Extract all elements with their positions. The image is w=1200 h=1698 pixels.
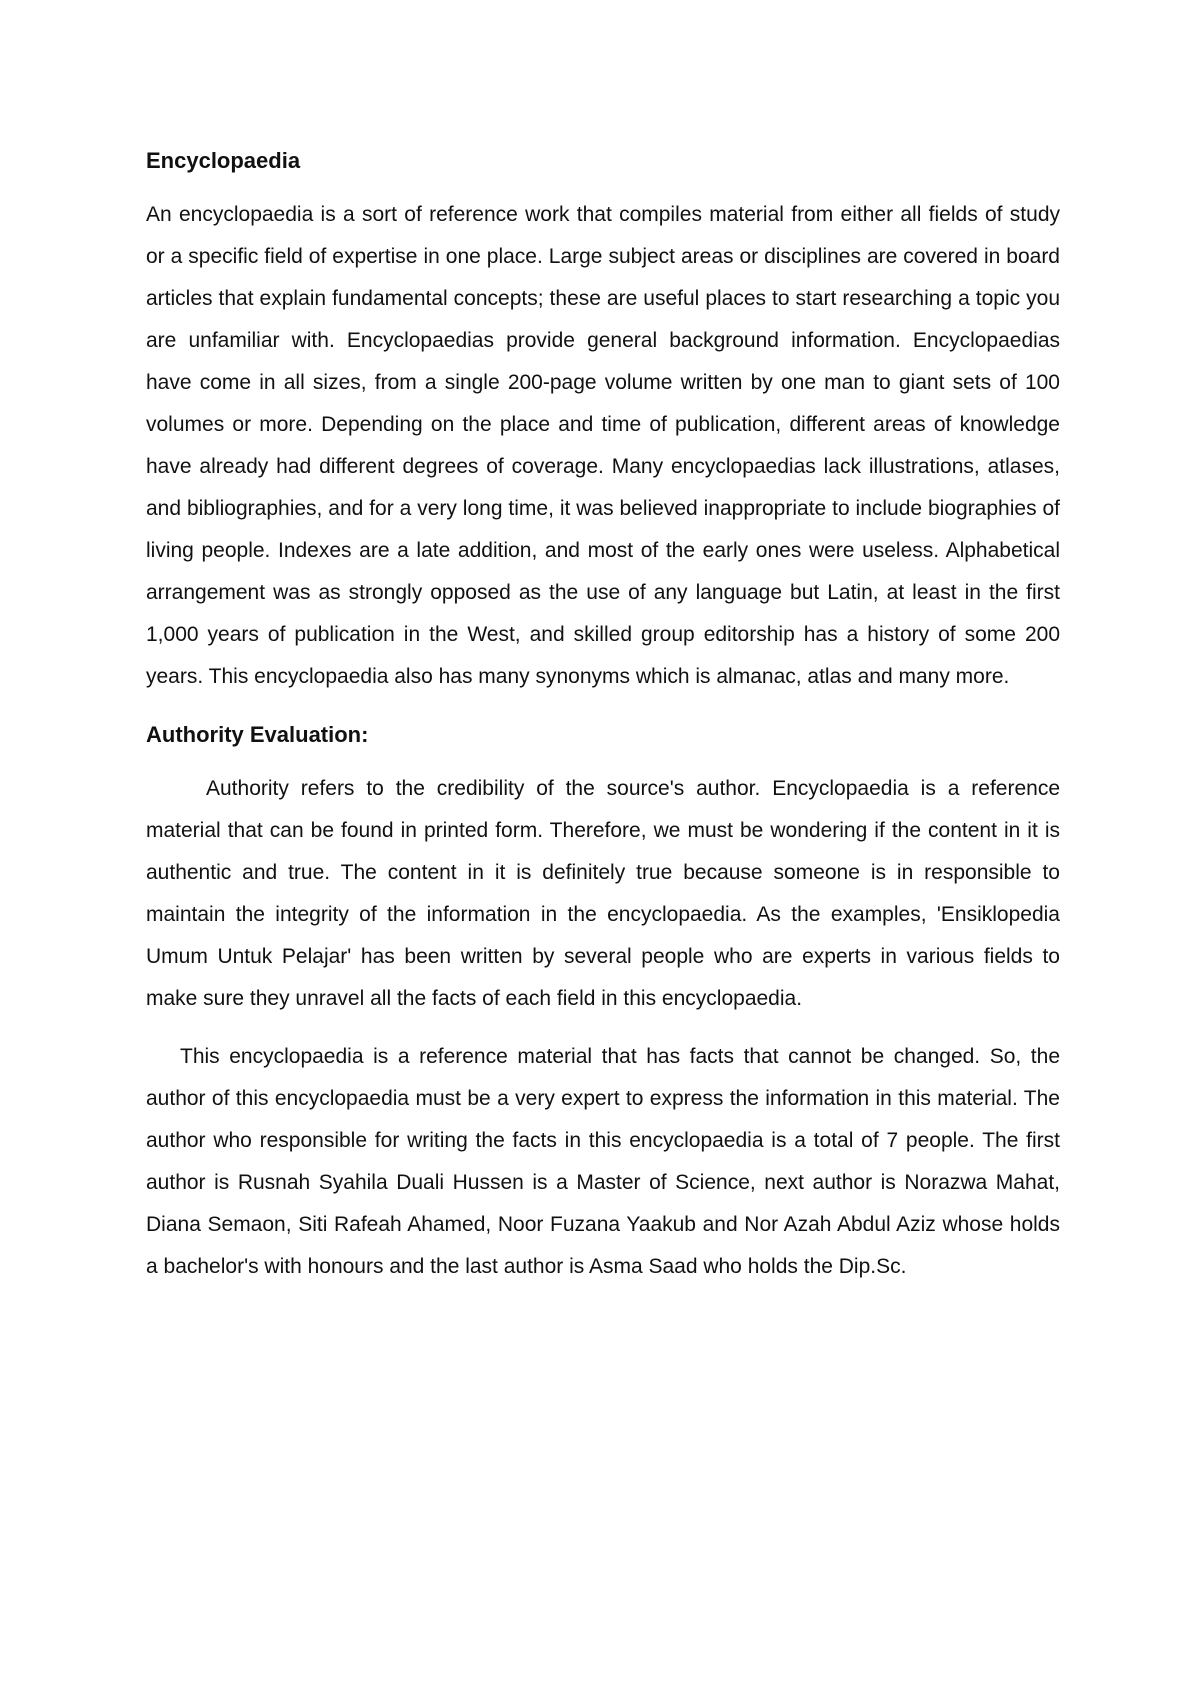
- authority-paragraph-2: This encyclopaedia is a reference material that has facts that cannot be changed. So, the author of this encyclopaedia must be a very expert to express the information in this material. The author who responsible for writing the facts in this encyclopaedia is a total of 7 people. The first author is Rusnah Syahila Duali Hussen is a Master of Science, next author is Norazwa Mahat, Diana Semaon, Siti Rafeah Ahamed, Noor Fuzana Yaakub and Nor Azah Abdul Aziz whose holds a bachelor's with honours and the last author is Asma Saad who holds the Dip.Sc.: [146, 1045, 1060, 1278]
- section-heading-encyclopaedia: Encyclopaedia: [146, 148, 301, 173]
- section-heading-authority-evaluation: Authority Evaluation:: [146, 722, 369, 747]
- encyclopaedia-paragraph: An encyclopaedia is a sort of reference work that compiles material from either all fields of study or a specific field of expertise in one place. Large subject areas or disciplines are covered in board articles that explain fundamental concepts; these are useful places to start researching a topic you are unfamiliar with. Encyclopaedias provide general background information. Encyclopaedias have come in all sizes, from a single 200-page volume written by one man to giant sets of 100 volumes or more. Depending on the place and time of publication, different areas of knowledge have already had different degrees of coverage. Many encyclopaedias lack illustrations, atlases, and bibliographies, and for a very long time, it was believed inappropriate to include biographies of living people. Indexes are a late addition, and most of the early ones were useless. Alphabetical arrangement was as strongly opposed as the use of any language but Latin, at least in the first 1,000 years of publication in the West, and skilled group editorship has a history of some 200 years. This encyclopaedia also has many synonyms which is almanac, atlas and many more.: [146, 203, 1060, 688]
- authority-paragraph-1: Authority refers to the credibility of the source's author. Encyclopaedia is a reference material that can be found in printed form. Therefore, we must be wondering if the content in it is authentic and true. The content in it is definitely true because someone is in responsible to maintain the integrity of the information in the encyclopaedia. As the examples, 'Ensiklopedia Umum Untuk Pelajar' has been written by several people who are experts in various fields to make sure they unravel all the facts of each field in this encyclopaedia.: [146, 777, 1060, 1010]
- document-page: [146, 140, 1060, 1288]
